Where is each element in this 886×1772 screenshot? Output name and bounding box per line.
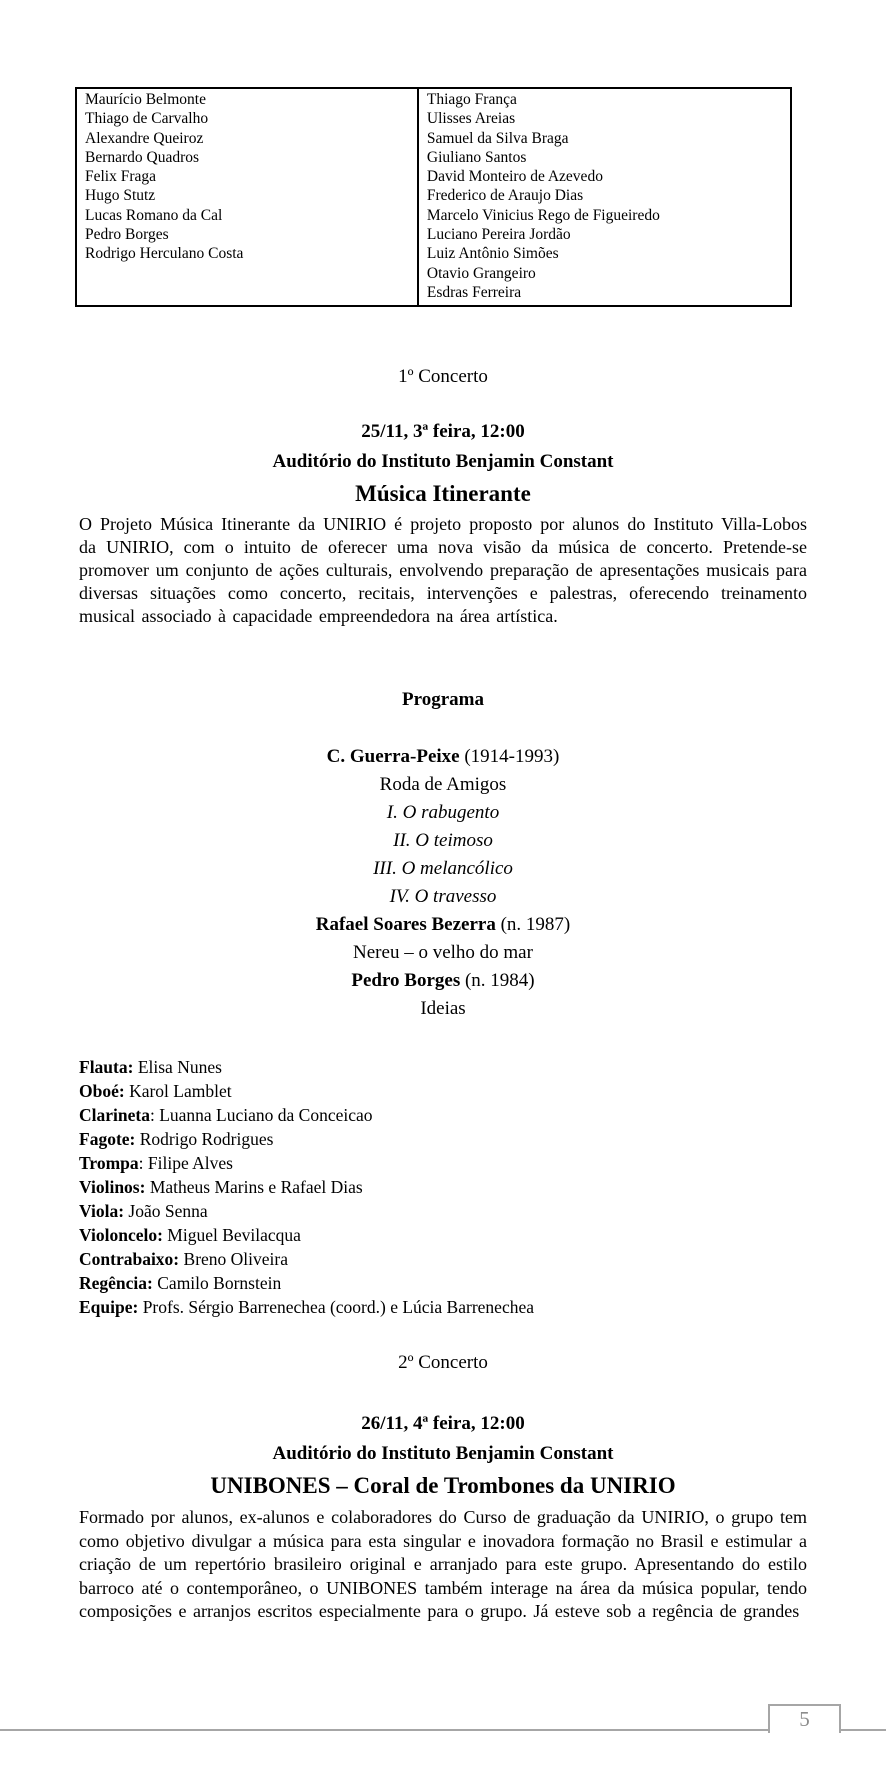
roster-name: David Monteiro de Azevedo bbox=[426, 168, 603, 186]
performer-line bbox=[79, 1151, 807, 1175]
program-line bbox=[79, 967, 807, 995]
performer-name: Matheus Marins e Rafael Dias bbox=[145, 1177, 363, 1198]
page-content bbox=[79, 0, 807, 1647]
roster-column-left bbox=[76, 88, 418, 306]
composer-dates: (n. 1984) bbox=[460, 970, 535, 992]
performer-line bbox=[79, 1223, 807, 1247]
roster-name: Hugo Stutz bbox=[85, 187, 156, 205]
page-footer bbox=[0, 1707, 886, 1772]
instrument-label: Trompa bbox=[79, 1153, 139, 1174]
work-title: Roda de Amigos bbox=[379, 774, 507, 796]
performer-name: Rodrigo Rodrigues bbox=[135, 1129, 274, 1150]
roster-name: Thiago de Carvalho bbox=[85, 110, 209, 128]
program-line bbox=[79, 995, 807, 1023]
performer-name: Camilo Bornstein bbox=[152, 1273, 282, 1294]
performer-name: Breno Oliveira bbox=[179, 1249, 288, 1270]
concert1-venue: Auditório do Instituto Benjamin Constant bbox=[272, 451, 614, 473]
roster-name: Bernardo Quadros bbox=[85, 148, 200, 166]
instrument-label: Contrabaixo: bbox=[79, 1249, 180, 1270]
concert1-datetime: 25/11, 3ª feira, 12:00 bbox=[361, 421, 525, 443]
instrument-label: Violinos: bbox=[79, 1177, 146, 1198]
movement-title: III. O melancólico bbox=[373, 858, 513, 880]
performer-name: Miguel Bevilacqua bbox=[162, 1225, 301, 1246]
concert2-title: UNIBONES – Coral de Trombones da UNIRIO bbox=[210, 1473, 676, 1499]
roster-name: Luiz Antônio Simões bbox=[426, 245, 559, 263]
concert1-heading: 1º Concerto bbox=[398, 366, 488, 388]
roster-name: Luciano Pereira Jordão bbox=[426, 226, 571, 244]
instrument-label: Clarineta bbox=[79, 1105, 150, 1126]
program-heading: Programa bbox=[402, 689, 484, 711]
concert2-description: Formado por alunos, ex-alunos e colaboradores do Curso de graduação da UNIRIO, o grupo tem como objetivo divulgar a música para esta singular e inovadora formação no Brasil e estimular a criação de um repertório brasileiro original e arranjado para este grupo. Apresentando do estilo barroco até o contemporâneo, o UNIBONES também interage na área da música popular, tendo composições e arranjos escritos especialmente para o grupo. Já esteve sob a regência de grandes bbox=[79, 1507, 807, 1622]
instrument-label: Oboé: bbox=[79, 1081, 125, 1102]
roster-name: Otavio Grangeiro bbox=[426, 264, 536, 282]
instrument-label: Viola: bbox=[79, 1201, 125, 1222]
performer-name: Profs. Sérgio Barrenechea (coord.) e Lúcia Barrenechea bbox=[138, 1297, 534, 1318]
concert2-datetime: 26/11, 4ª feira, 12:00 bbox=[361, 1413, 525, 1435]
program-line bbox=[79, 743, 807, 771]
composer-name: C. Guerra-Peixe bbox=[326, 746, 460, 768]
roster-table bbox=[75, 87, 792, 307]
footer-rule-left bbox=[0, 1729, 768, 1731]
concert2-venue: Auditório do Instituto Benjamin Constant bbox=[272, 1443, 614, 1465]
roster-name: Pedro Borges bbox=[85, 226, 169, 244]
roster-name: Giuliano Santos bbox=[426, 148, 527, 166]
composer-dates: (n. 1987) bbox=[495, 914, 571, 936]
performer-name: João Senna bbox=[124, 1201, 208, 1222]
instrument-label: Violoncelo: bbox=[79, 1225, 163, 1246]
roster-name: Frederico de Araujo Dias bbox=[426, 187, 584, 205]
movement-title: I. O rabugento bbox=[386, 802, 500, 824]
instrument-label: Fagote: bbox=[79, 1129, 136, 1150]
roster-name: Ulisses Areias bbox=[426, 110, 516, 128]
roster-name: Maurício Belmonte bbox=[85, 91, 206, 108]
program-list bbox=[79, 743, 807, 1023]
performer-name: : Filipe Alves bbox=[138, 1153, 233, 1174]
roster-name: Thiago França bbox=[426, 91, 517, 108]
performer-line bbox=[79, 1271, 807, 1295]
roster-name: Marcelo Vinicius Rego de Figueiredo bbox=[426, 206, 660, 224]
performer-line bbox=[79, 1127, 807, 1151]
composer-dates: (1914-1993) bbox=[459, 746, 560, 768]
performer-line bbox=[79, 1247, 807, 1271]
instrument-label: Regência: bbox=[79, 1273, 153, 1294]
program-line bbox=[79, 883, 807, 911]
roster-name: Felix Fraga bbox=[85, 168, 157, 186]
program-line bbox=[79, 911, 807, 939]
program-line bbox=[79, 855, 807, 883]
roster-name: Lucas Romano da Cal bbox=[85, 206, 223, 224]
roster-name: Rodrigo Herculano Costa bbox=[85, 245, 244, 263]
program-line bbox=[79, 939, 807, 967]
concert1-description: O Projeto Música Itinerante da UNIRIO é projeto proposto por alunos do Instituto Villa-Lobos da UNIRIO, com o intuito de oferecer uma nova visão da música de concerto. Pretende-se promover um conjunto de ações culturais, envolvendo preparação de apresentações musicais para diversas situações como concerto, recitais, intervenções e palestras, oferecendo treinamento musical associado à capacidade empreendedora na área artística. bbox=[79, 514, 807, 627]
performer-name: : Luanna Luciano da Conceicao bbox=[149, 1105, 373, 1126]
movement-title: IV. O travesso bbox=[389, 886, 497, 908]
work-title: Nereu – o velho do mar bbox=[353, 942, 533, 964]
roster-name: Alexandre Queiroz bbox=[85, 129, 204, 147]
page-number-tab bbox=[768, 1704, 841, 1733]
program-line bbox=[79, 827, 807, 855]
performers-list bbox=[79, 1055, 807, 1319]
performer-line bbox=[79, 1175, 807, 1199]
instrument-label: Equipe: bbox=[79, 1297, 139, 1318]
concert2-heading: 2º Concerto bbox=[398, 1352, 488, 1374]
composer-name: Rafael Soares Bezerra bbox=[315, 914, 496, 936]
roster-name: Esdras Ferreira bbox=[426, 283, 522, 301]
page-number: 5 bbox=[799, 1707, 810, 1731]
program-line bbox=[79, 771, 807, 799]
performer-name: Karol Lamblet bbox=[124, 1081, 232, 1102]
concert1-header-group bbox=[79, 417, 807, 510]
movement-title: II. O teimoso bbox=[393, 830, 493, 852]
concert1-title: Música Itinerante bbox=[355, 481, 531, 507]
performer-line bbox=[79, 1103, 807, 1127]
instrument-label: Flauta: bbox=[79, 1057, 134, 1078]
performer-line bbox=[79, 1295, 807, 1319]
footer-rule-right bbox=[841, 1729, 886, 1731]
performer-line bbox=[79, 1199, 807, 1223]
roster-name: Samuel da Silva Braga bbox=[426, 129, 569, 147]
performer-name: Elisa Nunes bbox=[133, 1057, 222, 1078]
work-title: Ideias bbox=[420, 998, 466, 1020]
roster-column-right bbox=[418, 88, 791, 306]
concert2-header-group bbox=[79, 1409, 807, 1502]
performer-line bbox=[79, 1079, 807, 1103]
performer-line bbox=[79, 1055, 807, 1079]
composer-name: Pedro Borges bbox=[351, 970, 461, 992]
program-line bbox=[79, 799, 807, 827]
